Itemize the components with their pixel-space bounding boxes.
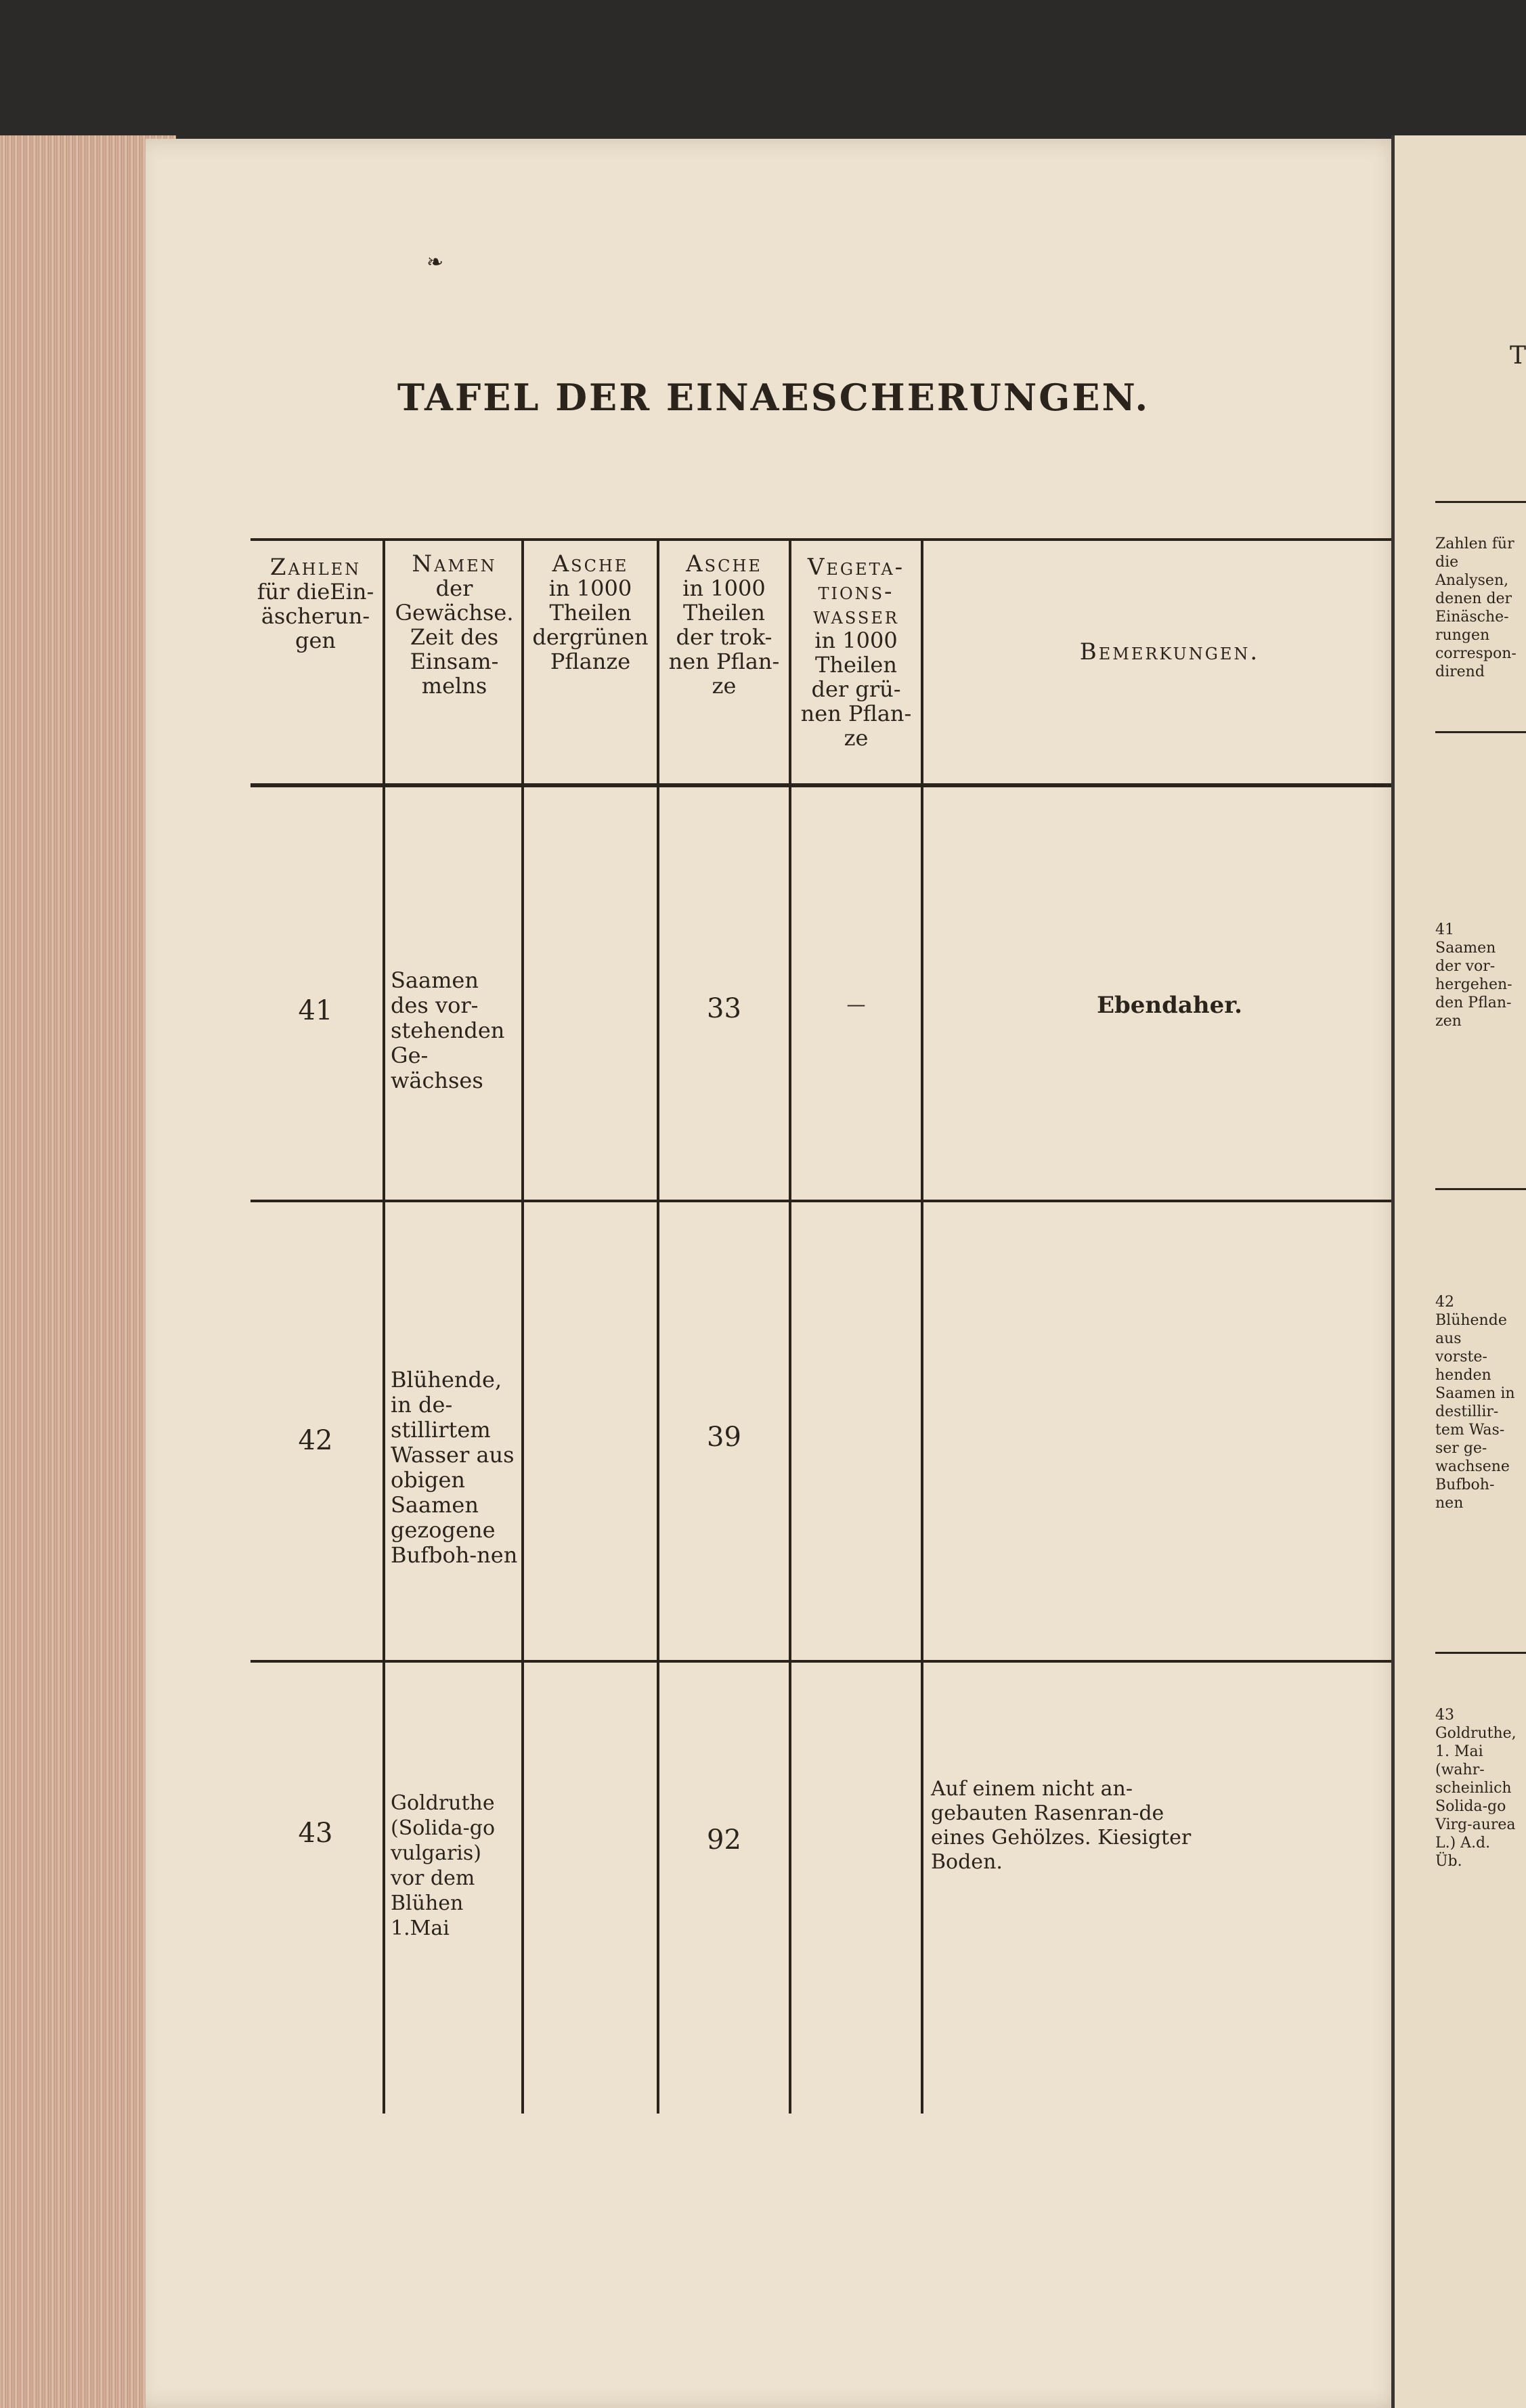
header-col-ash-dry-title: Asche	[686, 550, 762, 577]
facing-top-rule	[1435, 501, 1526, 503]
row3-name: Goldruthe (Solida-go vulgaris) vor dem Blühen 1.Mai	[391, 1791, 495, 1940]
col-rule-4	[789, 540, 791, 2114]
row2-number: 42	[298, 1425, 333, 1456]
header-col-remarks-title: Bemerkungen.	[1079, 638, 1260, 665]
row1-ash-dry: 33	[707, 993, 741, 1024]
table-top-rule	[250, 538, 1415, 541]
header-col-ash-dry	[661, 552, 787, 698]
col-rule-1	[383, 540, 385, 2114]
row2-ash-dry: 39	[707, 1422, 741, 1453]
header-col-numbers-sub: für dieEin-äscherun-gen	[257, 579, 374, 653]
book-page	[146, 139, 1401, 2408]
col-rule-5	[921, 540, 923, 2114]
facing-rule-1	[1435, 731, 1526, 733]
page-title: TAFEL DER EINAESCHERUNGEN.	[397, 376, 1150, 419]
row1-name: Saamen des vor-stehenden Ge-wächses	[391, 967, 505, 1093]
row2-name: Blühende, in de-stillirtem Wasser aus obigen Saamen gezogene Bufboh-nen	[391, 1367, 518, 1568]
facing-entry-42: 42 Blühende aus vorste-henden Saamen in destillir-tem Was-ser ge-wachsene Bufboh-nen	[1435, 1294, 1515, 1512]
row-divider-2	[250, 1660, 1415, 1663]
header-col-numbers	[250, 555, 380, 653]
facing-rule-2	[1435, 1188, 1526, 1190]
row3-ash-dry: 92	[707, 1824, 741, 1856]
header-col-ash-green-title: Asche	[552, 550, 629, 577]
row3-remarks: Auf einem nicht an-gebauten Rasenran-de eines Gehölzes. Kiesigter Boden.	[931, 1777, 1192, 1874]
header-col-names	[391, 552, 518, 698]
row1-number: 41	[298, 995, 333, 1026]
header-col-water-title: Vegeta-tions-wasser	[807, 554, 905, 630]
facing-entry-43: 43 Goldruthe, 1. Mai (wahr-scheinlich Solida-go Virg-aurea L.) A.d. Üb.	[1435, 1707, 1517, 1870]
facing-page	[1391, 135, 1526, 2408]
row1-water: —	[846, 993, 866, 1015]
facing-rule-3	[1435, 1652, 1526, 1654]
header-col-remarks	[928, 640, 1412, 664]
facing-entry-41: 41 Saamen der vor-hergehen-den Pflan-zen	[1435, 921, 1512, 1030]
facing-page-letter: T	[1510, 342, 1526, 370]
header-col-ash-green	[526, 552, 655, 674]
header-col-water	[793, 555, 919, 750]
ornament-mark: ❧	[427, 250, 444, 274]
row-divider-1	[250, 1200, 1415, 1202]
row1-remarks: Ebendaher.	[1097, 992, 1242, 1019]
header-col-numbers-title: Zahlen	[269, 554, 362, 581]
header-col-water-sub: in 1000 Theilen der grü-nen Pflan-ze	[800, 628, 912, 751]
header-col-ash-green-sub: in 1000 Theilen dergrünen Pflanze	[532, 575, 649, 674]
header-bottom-rule	[250, 783, 1415, 787]
header-col-names-title: Namen	[412, 550, 497, 577]
col-rule-2	[521, 540, 524, 2114]
header-col-ash-dry-sub: in 1000 Theilen der trok-nen Pflan-ze	[668, 575, 780, 699]
row3-number: 43	[298, 1818, 333, 1849]
header-col-names-sub: der Gewächse. Zeit des Einsam-melns	[395, 575, 514, 699]
facing-header: Zahlen für die Analysen, denen der Einäsche-rungen correspon-dirend	[1435, 535, 1517, 680]
col-rule-3	[657, 540, 659, 2114]
